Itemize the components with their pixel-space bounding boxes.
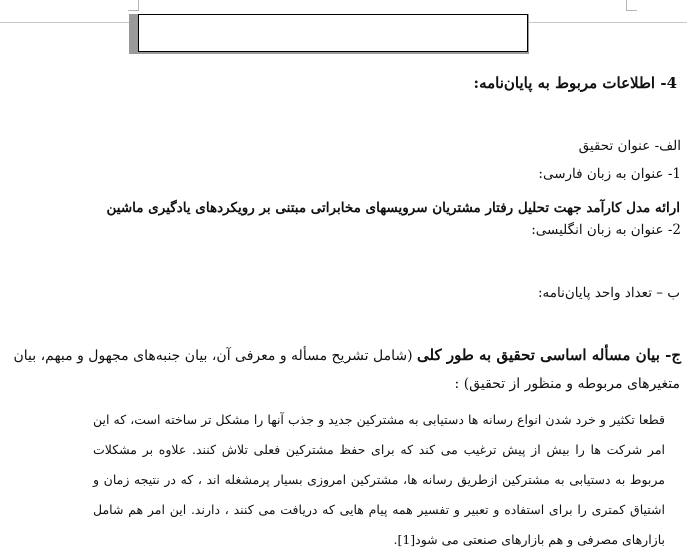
problem-statement-paragraph: قطعا تکثیر و خرد شدن انواع رسانه ها دستیابی به مشترکین جدید و جذب آنها را مشکل تر ساخته است، که این امر شرکت ها را بیش از پیش ترغیب می کند که برای حفظ مشترکین فعلی تلاش کنند. علاوه بر مشکلات مربوط به دستیابی به مشترکین ازطریق رسانه ها، مشترکین امروزی بسیار پرمشغله اند ، که در نتیجه زمان و اشتیاق کمتری را برای استفاده و تعبیر و تفسیر همه پیام هایی که دریافت می کنند ، دارند. این امر هم شامل بازارهای مصرفی و هم بازارهای صنعتی می شود[1]. bbox=[93, 412, 665, 547]
problem-statement-heading bbox=[6, 346, 681, 364]
problem-statement-title: ج- بیان مسأله اساسی تحقیق به طور کلی bbox=[417, 346, 681, 364]
persian-title-label: 1- عنوان به زبان فارسی: bbox=[538, 166, 681, 182]
problem-statement-heading-continued: متغیرهای مربوطه و منظور از تحقیق) : bbox=[454, 376, 680, 392]
right-corner-crop-mark bbox=[626, 0, 637, 11]
research-title-label: الف- عنوان تحقیق bbox=[578, 138, 681, 154]
empty-text-box[interactable] bbox=[138, 14, 528, 52]
problem-statement-description: (شامل تشریح مسأله و معرفی آن، بیان جنبه‌های مجهول و مبهم، بیان bbox=[13, 348, 418, 364]
english-title-label: 2- عنوان به زبان انگلیسی: bbox=[531, 222, 681, 238]
persian-title: ارائه مدل کارآمد جهت تحلیل رفتار مشتریان سرویسهای مخابراتی مبتنی بر رویکردهای یادگیری ماشین bbox=[106, 200, 680, 216]
section-heading: 4- اطلاعات مربوط به پایان‌نامه: bbox=[473, 74, 677, 92]
thesis-units-label: ب – تعداد واحد پایان‌نامه: bbox=[538, 285, 680, 301]
left-corner-crop-mark bbox=[128, 0, 139, 11]
